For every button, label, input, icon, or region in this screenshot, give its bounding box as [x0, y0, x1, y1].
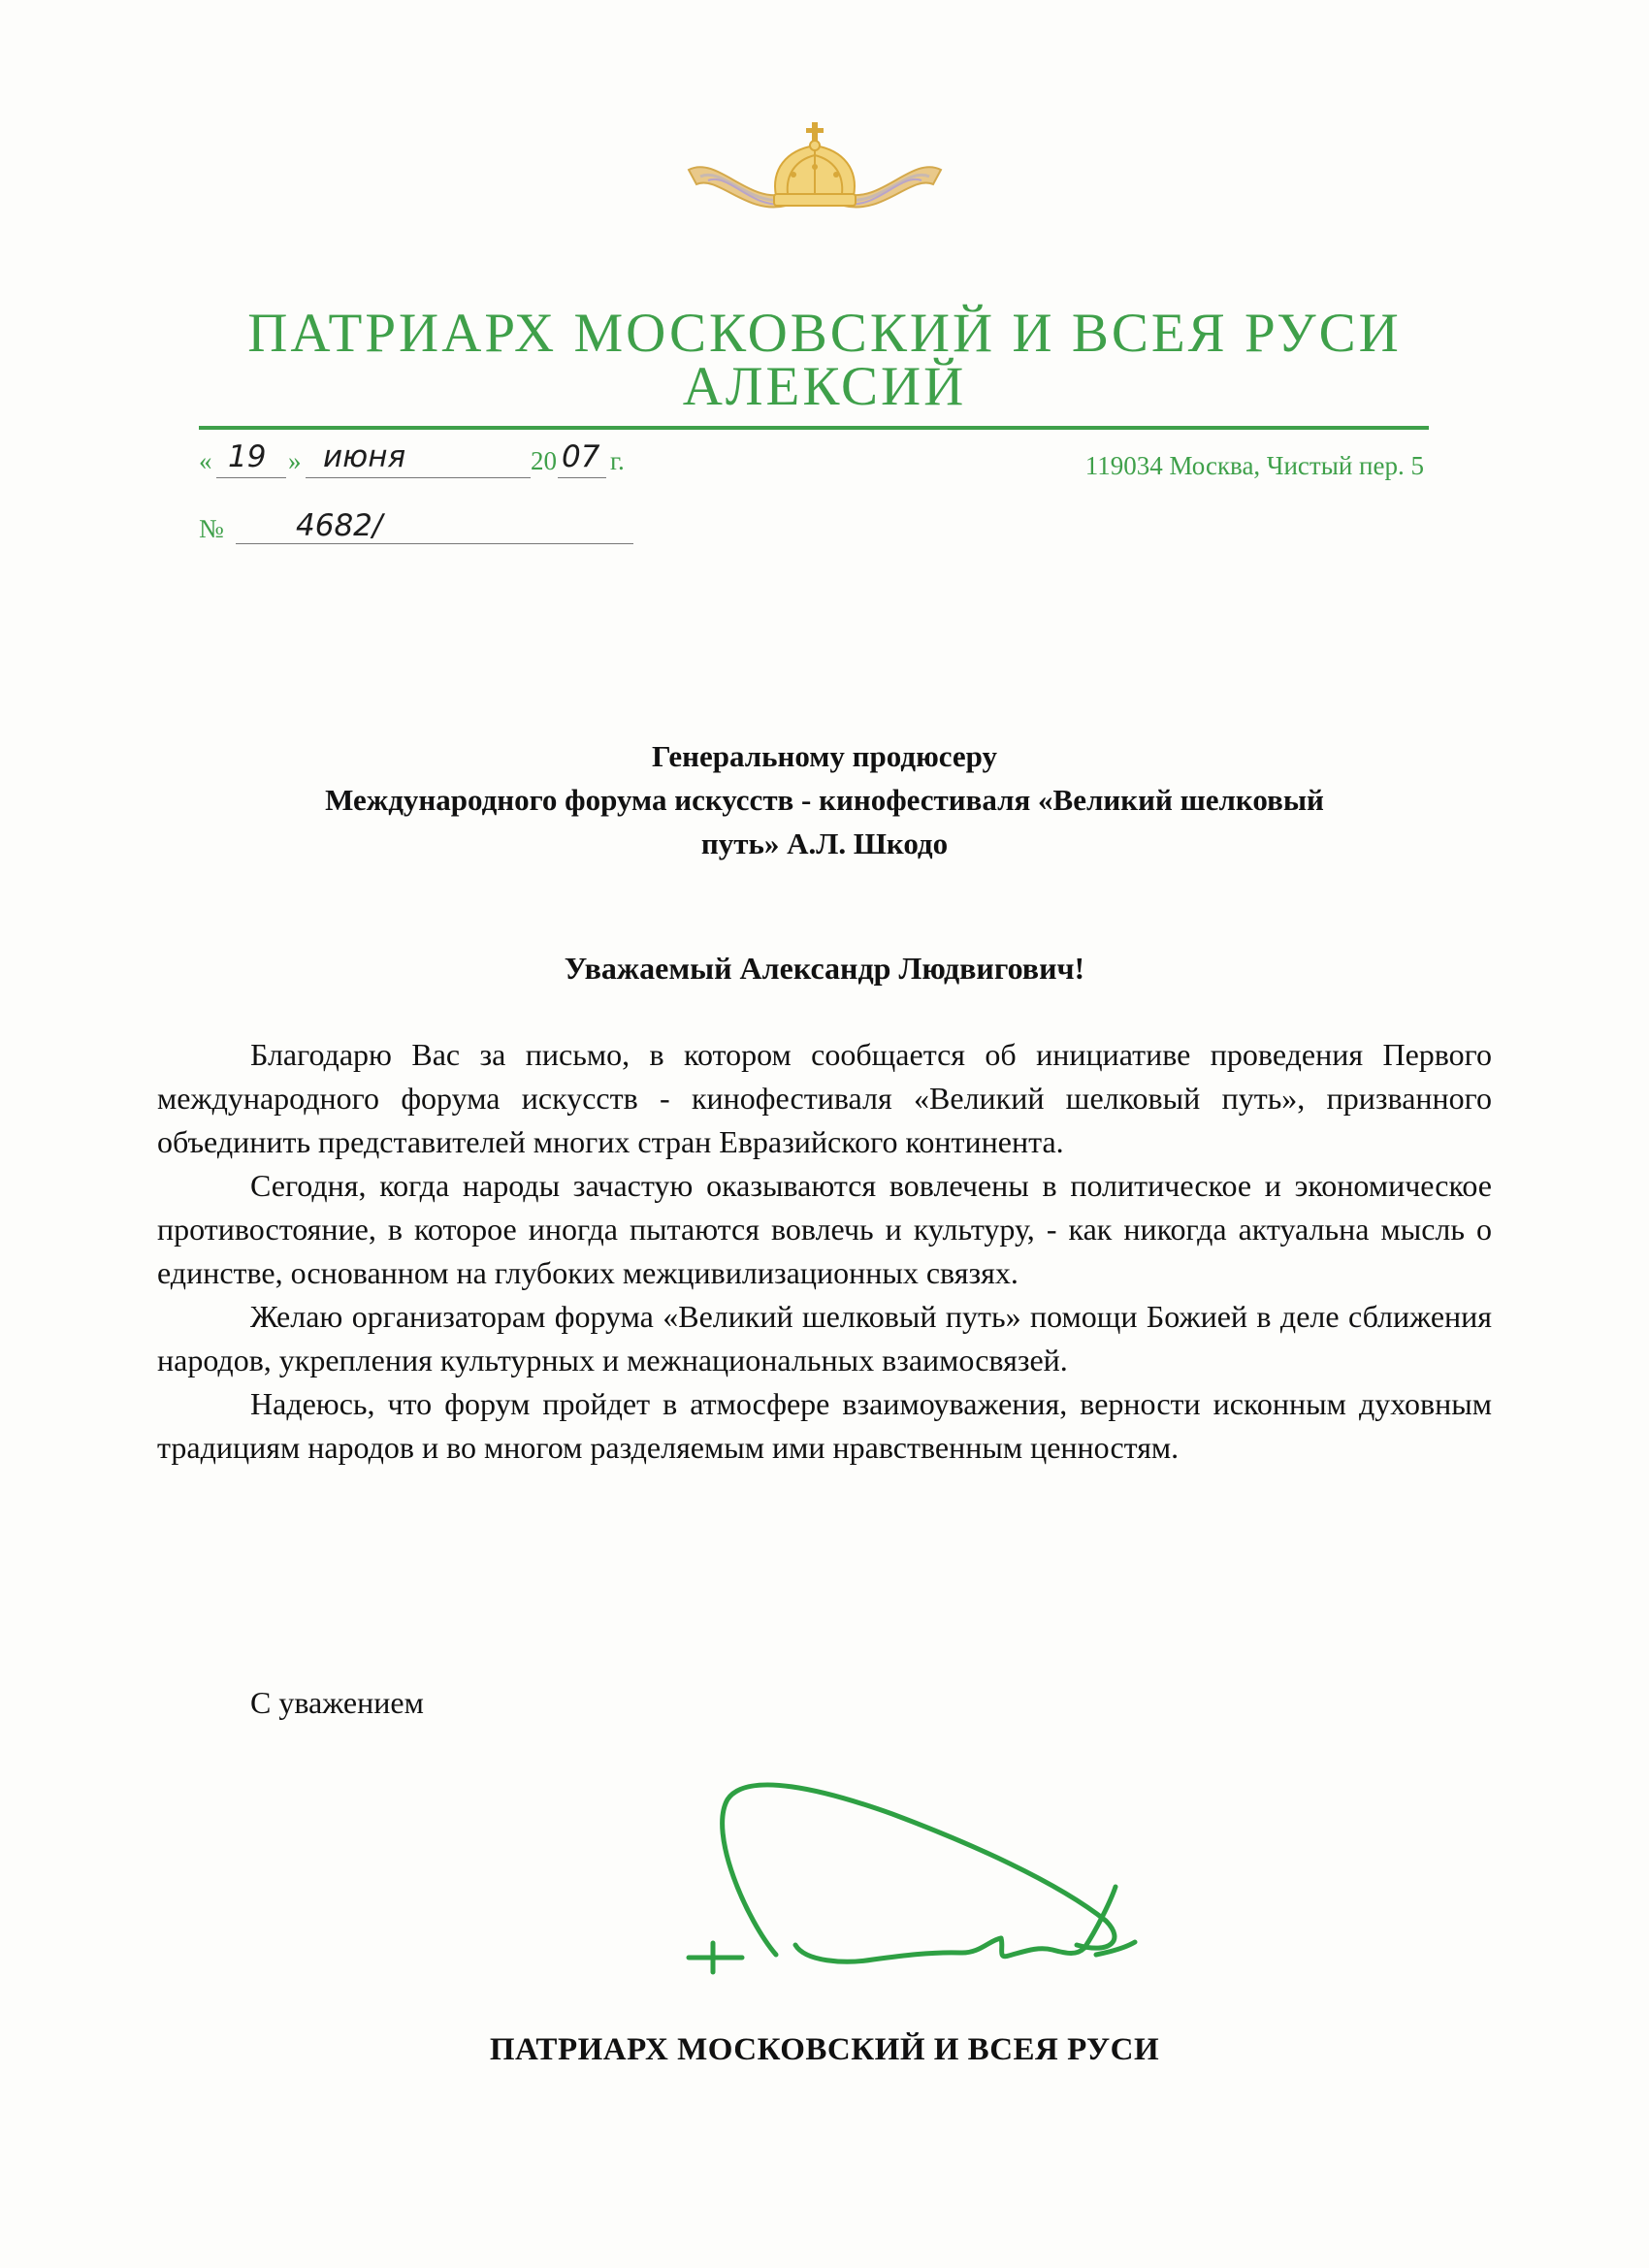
addressee-block: [165, 734, 1484, 865]
number-label: №: [199, 514, 224, 543]
date-month: июня: [323, 439, 406, 474]
crown-emblem-icon: [679, 116, 951, 243]
salutation: Уважаемый Александр Людвигович!: [564, 951, 1085, 986]
number-underline: [236, 543, 633, 544]
date-day-underline: [216, 477, 286, 478]
date-year-suffix: 07: [562, 439, 600, 474]
body-paragraph: Надеюсь, что форум пройдет в атмосфере взаимоуважения, верности исконным духовным традициям народов и во многом разделяемым ими нравственным ценностям.: [157, 1386, 1492, 1465]
handwritten-signature-icon: [669, 1775, 1242, 1989]
body-paragraph: Сегодня, когда народы зачастую оказываются вовлечены в политическое и экономическое противостояние, в которое иногда пытаются вовлечь и культуру, - как никогда актуальна мысль о единстве, основанном на глубоких межцивилизационных связях.: [157, 1168, 1492, 1290]
body-paragraph: Благодарю Вас за письмо, в котором сообщается об инициативе проведения Первого международного форума искусств - кинофестиваля «Великий шелковый путь», призванного объединить представителей многих стран Евразийского континента.: [157, 1037, 1492, 1159]
closing-phrase: С уважением: [250, 1685, 424, 1720]
date-close-quote: »: [288, 446, 302, 475]
date-year-abbrev: г.: [610, 446, 625, 475]
addressee-line: Международного форума искусств - кинофестиваля «Великий шелковый: [325, 783, 1324, 817]
signatory-title: ПАТРИАРХ МОСКОВСКИЙ И ВСЕЯ РУСИ: [489, 2032, 1160, 2067]
letterhead-divider: [199, 426, 1429, 430]
date-day: 19: [228, 439, 267, 474]
letterhead-address: 119034 Москва, Чистый пер. 5: [1084, 451, 1424, 480]
addressee-line: Генеральному продюсеру: [652, 739, 997, 773]
reference-number-field: [199, 508, 645, 549]
date-month-underline: [306, 477, 531, 478]
letter-body: [157, 1033, 1492, 1470]
date-year-underline: [558, 477, 606, 478]
body-paragraph: Желаю организаторам форума «Великий шелковый путь» помощи Божией в деле сближения народов, укрепления культурных и межнациональных взаимосвязей.: [157, 1299, 1492, 1377]
letterhead-name: АЛЕКСИЙ: [682, 356, 967, 417]
addressee-line: путь» А.Л. Шкодо: [700, 826, 949, 860]
number-value: 4682/: [296, 508, 383, 543]
date-year-prefix: 20: [531, 446, 557, 475]
date-field: [199, 439, 645, 483]
letterhead-title: ПАТРИАРХ МОСКОВСКИЙ И ВСЕЯ РУСИ: [247, 303, 1402, 364]
date-open-quote: «: [199, 446, 212, 475]
